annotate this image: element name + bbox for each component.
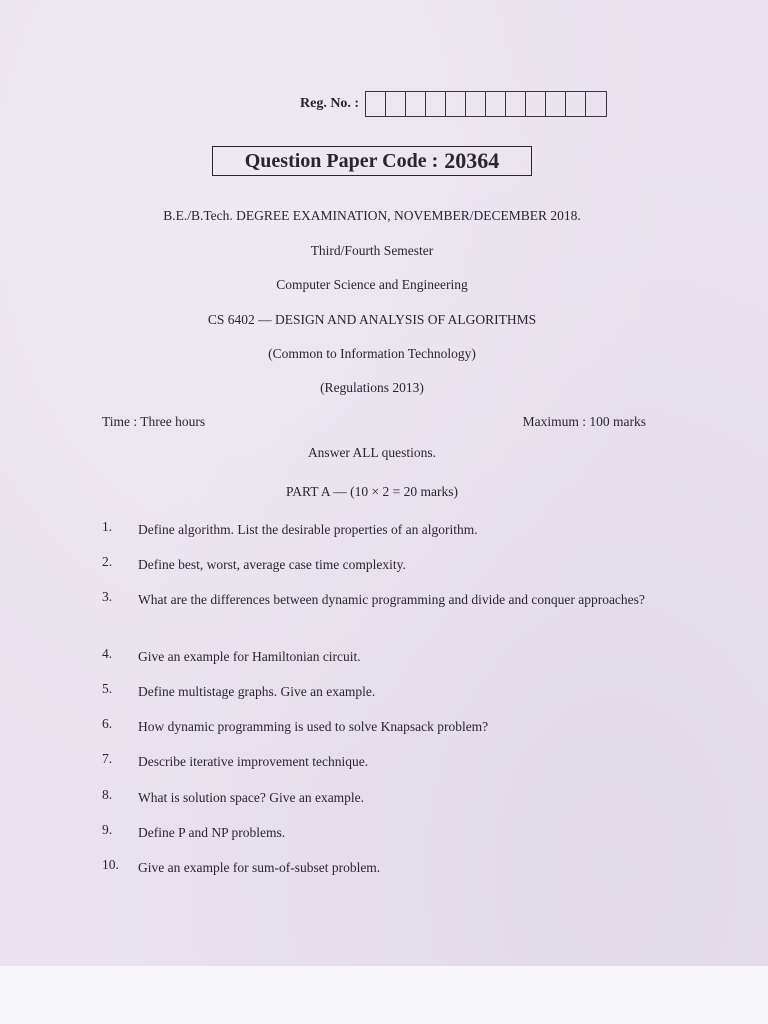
reg-no: [300, 91, 607, 117]
exam-title: B.E./B.Tech. DEGREE EXAMINATION, NOVEMBER/DECEMBER 2018.: [163, 208, 581, 223]
question-number: 6.: [102, 716, 113, 731]
question-item: [102, 681, 652, 702]
question-number: 10.: [102, 857, 119, 872]
reg-no-box: [386, 92, 406, 116]
question-item: [102, 751, 652, 772]
semester: Third/Fourth Semester: [310, 243, 434, 258]
question-item: [102, 857, 652, 878]
question-text: Give an example for sum-of-subset problem.: [138, 860, 381, 875]
course-title: CS 6402 — DESIGN AND ANALYSIS OF ALGORITHMS: [207, 312, 537, 327]
reg-no-box: [446, 92, 466, 116]
reg-no-box: [426, 92, 446, 116]
instruction: Answer ALL questions.: [307, 445, 437, 460]
reg-no-label: Reg. No. :: [300, 96, 360, 111]
question-item: [102, 822, 652, 843]
question-number: 4.: [102, 646, 113, 661]
question-text: What are the differences between dynamic programming and divide and conquer approaches?: [138, 592, 645, 607]
reg-no-box: [466, 92, 486, 116]
reg-no-box: [406, 92, 426, 116]
reg-no-box: [506, 92, 526, 116]
question-item: [102, 646, 652, 667]
reg-no-boxes: [365, 91, 607, 117]
question-text: What is solution space? Give an example.: [138, 790, 365, 805]
regulations: (Regulations 2013): [320, 380, 424, 395]
question-paper-code-label: Question Paper Code :: [244, 149, 439, 172]
question-text: Define P and NP problems.: [138, 825, 286, 840]
question-number: 1.: [102, 519, 113, 534]
common-note: (Common to Information Technology): [268, 346, 476, 361]
question-item: [102, 787, 652, 808]
time: Time : Three hours: [102, 414, 206, 429]
question-text: Describe iterative improvement technique.: [138, 754, 369, 769]
reg-no-box: [486, 92, 506, 116]
max-marks: Maximum : 100 marks: [522, 414, 646, 429]
question-text: Define algorithm. List the desirable properties of an algorithm.: [138, 522, 478, 537]
question-number: 9.: [102, 822, 113, 837]
question-number: 7.: [102, 751, 113, 766]
question-text: Give an example for Hamiltonian circuit.: [138, 649, 361, 664]
part-a-heading: PART A — (10 × 2 = 20 marks): [286, 484, 458, 499]
department: Computer Science and Engineering: [276, 277, 468, 292]
question-item: [102, 519, 652, 540]
question-text: Define best, worst, average case time complexity.: [138, 557, 406, 572]
question-item: [102, 716, 652, 737]
reg-no-box: [566, 92, 586, 116]
question-number: 3.: [102, 589, 113, 604]
reg-no-box: [526, 92, 546, 116]
question-paper-code-value: 20364: [444, 148, 500, 173]
reg-no-box: [546, 92, 566, 116]
question-paper-code: [212, 146, 532, 176]
reg-no-box: [586, 92, 606, 116]
question-item: [102, 589, 652, 610]
question-item: [102, 554, 652, 575]
question-number: 5.: [102, 681, 113, 696]
question-text: Define multistage graphs. Give an example.: [138, 684, 376, 699]
scan-margin: [0, 966, 768, 1024]
question-number: 8.: [102, 787, 113, 802]
time-marks-row: [102, 414, 646, 430]
question-text: How dynamic programming is used to solve Knapsack problem?: [138, 719, 489, 734]
question-number: 2.: [102, 554, 113, 569]
reg-no-box: [366, 92, 386, 116]
